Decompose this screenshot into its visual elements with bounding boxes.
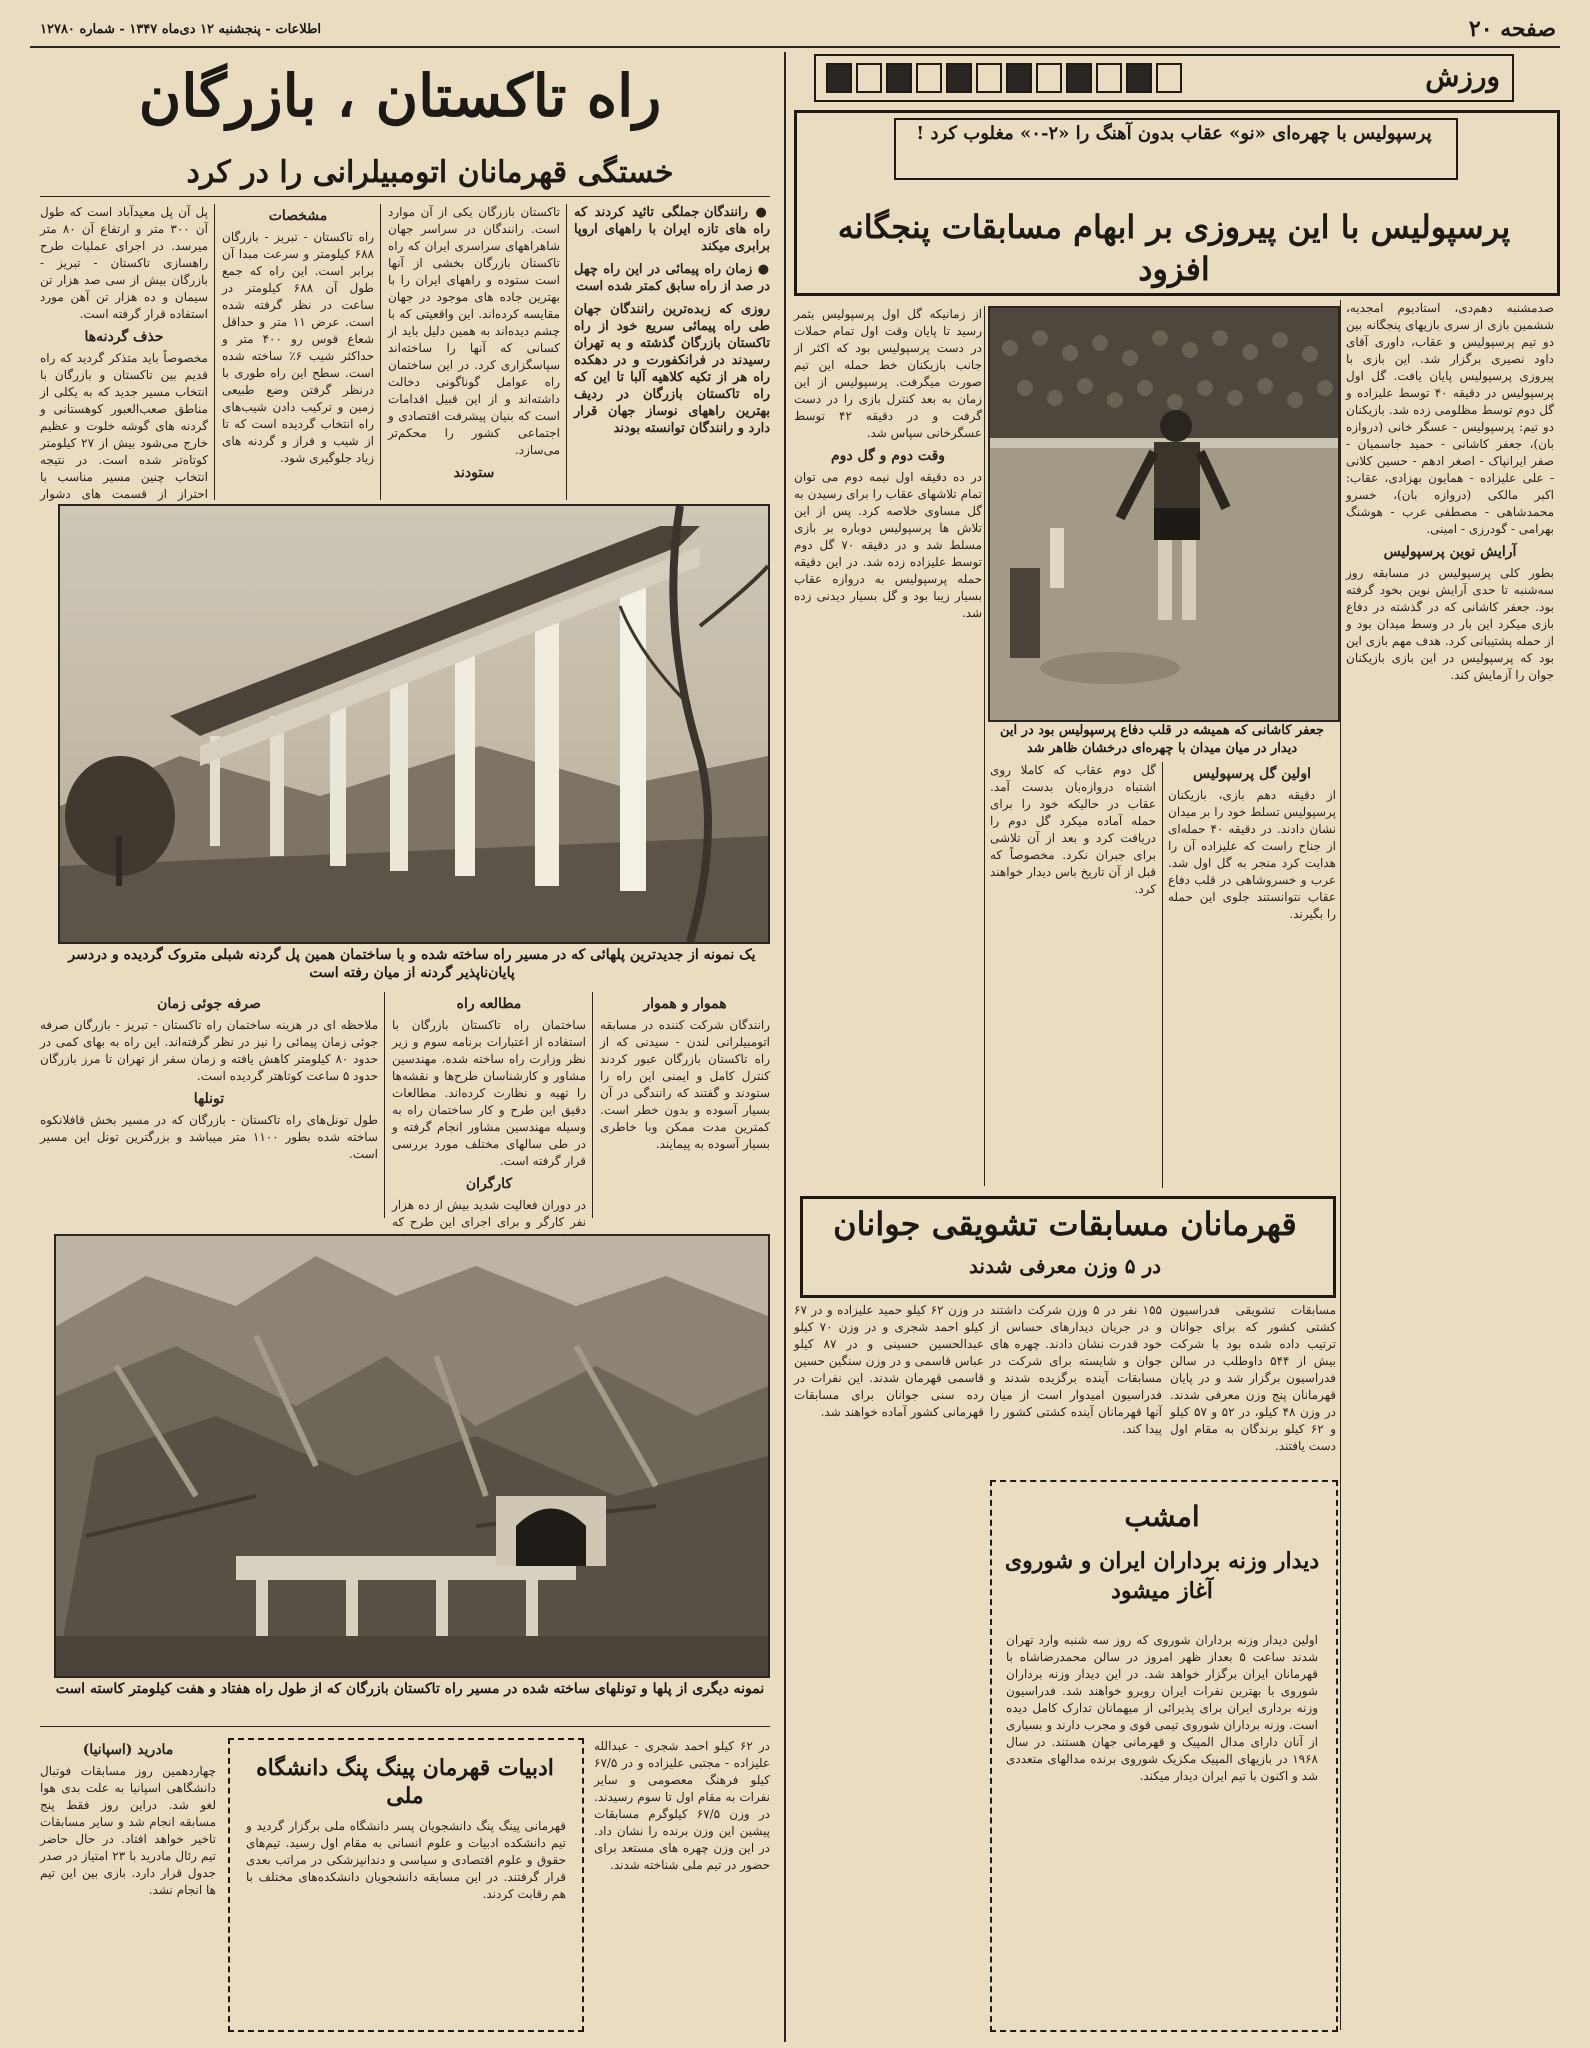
left-col-rule-2 xyxy=(380,204,381,500)
boxing-icon xyxy=(946,63,972,93)
mid-column-1 xyxy=(600,992,770,1222)
right-col-rule-1 xyxy=(1340,300,1341,2030)
sport-icons-strip xyxy=(826,63,1182,93)
youth-column-3 xyxy=(794,1302,984,2032)
pingpong-body: قهرمانی پینگ پنگ دانشجویان پسر دانشگاه ملی برگزار گردید و تیم دانشکده ادبیات و علوم انسانی به مقام اول رسید. تیم‌های حقوق و علوم اقتصادی و سیاسی و دندانپزشکی در مراتب بعدی قرار گرفتند. در این مسابقه دانشجویان دانشکده‌های مختلف با هم رقابت کردند. xyxy=(246,1819,566,1901)
mid-col1-head2: کارگران xyxy=(465,1176,513,1192)
bullet-2: زمان راه پیمائی در این راه چهل در صد از راه سابق کمتر شده است xyxy=(574,262,770,294)
madrid-text: چهاردهمین روز مسابقات فوتبال دانشگاهی اسپانیا به علت بدی هوا لغو شد. دراین روز فقط پنج مسابقه انجام شد و سایر مسابقات تاخیر خواهد افتاد. در حال حاضر تیم رئال مادرید با ۲۳ امتیاز در صدر جدول قرار دارد. بازی بین این تیم ها انجام نشد. xyxy=(40,1764,216,1897)
col3-head: حذف گردنه‌ها xyxy=(84,329,164,345)
tunnel-photo xyxy=(54,1234,770,1678)
youth-text-2: ۱۵۵ نفر در ۵ وزن شرکت داشتند و در جریان دیدارهای حساس از خود قدرت نشان دادند. چهره های جوان و شایسته برای شرکت در مسابقات آینده برگزیده شدند و فدراسیون امیدوار است از میان آنها قهرمانان آینده کشتی کشور را پیدا کند. xyxy=(990,1303,1162,1436)
mid-col2-text: ملاحظه ای در هزینه ساختمان راه تاکستان - تبریز - بازرگان صرفه جوئی زمان پیمائی را نیز در نظر گرفته‌اند. این راه به بهای کمی در حدود ۸۰ کیلومتر کاهش یافته و زمان سفر از تهران تا مرز بازرگان حدود ۵ ساعت کوتاهتر گردیده است. xyxy=(40,1018,379,1083)
mid-col2-text2: طول تونل‌های راه تاکستان - بازرگان که در مسیر بخش قافلانکوه ساخته شده بطور ۱۱۰۰ متر میباشد و بزرگترین تونل این مسیر است. xyxy=(40,1113,378,1161)
page-number-label: صفحه ۲۰ xyxy=(1468,16,1556,42)
perspolis-photo xyxy=(988,306,1340,722)
cycling-icon xyxy=(1066,63,1092,93)
issue-line: اطلاعات - پنجشنبه ۱۲ دی‌ماه ۱۳۴۷ - شماره ۱۲۷۸۰ xyxy=(40,22,322,37)
tonight-body: اولین دیدار وزنه برداران شوروی که روز سه شنبه وارد تهران شدند ساعت ۵ بعداز ظهر امروز در سالن محمدرضاشاه با قهرمانان ایران برگزار خواهد شد. در این دیدار وزنه برداران شوروی با بهترین نفرات ایران روبرو خواهند شد. فدراسیون وزنه برداری ایران برای پذیرائی از میهمانان تدارک کامل دیده است. وزنه برداران شوروی تیمی قوی و مجرب دارند و بسیاری از آنان دارای مدال المپیک و قهرمانی جهان هستند. در سال ۱۹۶۸ در بازیهای المپیک مکزیک شوروی برنده مدالهای متعددی شد و اکنون با تیم ایران دیدار میکند. xyxy=(1006,1633,1318,1783)
pingpong-headline: ادبیات قهرمان پینگ پنگ دانشگاه ملی xyxy=(256,1755,554,1809)
shooting-icon xyxy=(1156,63,1182,93)
perspolis-mid-column xyxy=(794,306,982,1186)
pingpong-text xyxy=(246,1818,566,2018)
youth-text-1: مسابقات تشویقی فدراسیون کشتی کشور که برای جوانان ترتیب داده شده بود با شرکت بیش از ۵۴۴ داوطلب در سالن فدراسیون برگزار شد و در پایان قهرمانان پنج وزن معرفی شدند. در وزن ۴۸ کیلو، در ۵۲ و ۵۷ کیلو و ۶۲ کیلو برندگان به مقام اول دست یافتند. xyxy=(1170,1303,1336,1453)
volleyball-icon xyxy=(1006,63,1032,93)
youth-column-1 xyxy=(1170,1302,1336,1474)
col1-head: ستودند xyxy=(453,465,495,481)
mid-col1-head: مطالعه راه xyxy=(456,996,522,1012)
wrestling-icon xyxy=(886,63,912,93)
mid-text: از زمانیکه گل اول پرسپولیس بثمر رسید تا پایان وقت اول تمام حملات در دست پرسپولیس بود که اکثر از جانب بازیکنان خط حمله این تیم صورت میگرفت. پرسپولیس از این زمان به بعد کنترل بازی را در دست گرفت و در دقیقه ۴۲ توسط عسگرخانی سپاس شد. xyxy=(794,307,982,440)
madrid-head: مادرید (اسپانیا) xyxy=(82,1742,174,1758)
fencing-icon xyxy=(976,63,1002,93)
mid-col2-head: صرفه جوئی زمان xyxy=(157,996,261,1012)
mid-col1-text: ساختمان راه تاکستان بازرگان با استفاده از اعتبارات برنامه سوم و زیر نظر وزارت راه ساخته شده. مهندسین مشاور و کارشناسان طرح‌ها و نقشه‌ها را تهیه و نظارت کرده‌اند. مطالعات دقیق این طرح و کار ساختمان راه به وسیله مهندسین مشاور انجام گرفته و در طی سالهای مختلف مورد بررسی قرار گرفته است. xyxy=(392,1018,586,1168)
tonight-headline: دیدار وزنه برداران ایران و شوروی آغاز میشود xyxy=(1004,1548,1320,1604)
col2-head: مشخصات xyxy=(268,208,328,224)
right-col-rule-2 xyxy=(984,306,985,1186)
mid-column-3 xyxy=(40,992,378,1222)
mid-col3-head: هموار و هموار xyxy=(643,996,727,1012)
weights-text: در ۶۲ کیلو احمد شجری - عبدالله علیزاده - مجتبی علیزاده و در ۶۷/۵ کیلو فرهنگ معصومی و سایر نفرات به مقام اول تا سوم رسیدند. در وزن ۶۷/۵ کیلوگرم مسابقات پیشین این وزن برنده را نشان داد. در این وزن چهره های مستعد برای حضور در تیم ملی شناخته شدند. xyxy=(594,1739,771,1872)
mid-col-rule-1 xyxy=(592,992,593,1218)
masthead-rule xyxy=(30,46,1560,48)
right-col-rule-3 xyxy=(1162,762,1163,1188)
left-bullets-column: ● رانندگان جملگی تائید کردند که راه های تازه ایران با راههای اروپا برابری میکند ● زمان راه پیمائی در این راه چهل در صد از راه سابق کمتر شده است روزی که زبده‌ترین رانندگان جهان طی راه پیمائی سریع خود از راه تاکستان بازرگان گذشته و به تهران رسیدند در فرانکفورت و در دهکده راه هر از تکیه کلاهیه آلبا تا این که راه تاکستان بازرگان در ردیف بهترین راههای نوساز جهان قرار دارد و رانندگان توانسته بودند xyxy=(574,205,771,436)
left-story-headline: راه تاکستان ، بازرگان xyxy=(138,62,662,130)
mid-text-2: در ده دقیقه اول نیمه دوم می توان تمام تلاشهای عقاب را برای رسیدن به گل مساوی خلاصه کرد. پس از این تلاش ها پرسپولیس دوباره بر بازی مسلط شد و در دقیقه ۷۰ گل دوم توسط علیزاده زده شد. در این دقیقه حمله پرسپولیس به دروازه عقاب بسیار زیبا بود و گل بسیار دیدنی زده شد. xyxy=(794,470,983,620)
mid2-text: از دقیقه دهم بازی، بازیکنان پرسپولیس تسلط خود را بر میدان نشان دادند. در دقیقه ۴۰ حمله‌ای از جناح راست که علیزاده آن را هدایت کرد منجر به گل اول شد. عرب و خسروشاهی در قلب دفاع عقاب نتوانستند جلوی این حمله را بگیرند. xyxy=(1168,788,1336,921)
bridge-photo-caption: یک نمونه از جدیدترین پلهائی که در مسیر راه ساخته شده و با ساختمان همین پل گردنه شبلی متروک گردیده و دردسر پایان‌ناپذیر گردنه از میان رفته است xyxy=(68,947,756,981)
basketball-icon xyxy=(1036,63,1062,93)
mid-col2-head2: تونلها xyxy=(193,1091,225,1107)
center-column-rule xyxy=(784,52,786,2042)
mid-col1-text2: در دوران فعالیت شدید بیش از ده هزار نفر کارگر و برای اجرای این طرح که xyxy=(392,1198,586,1229)
weightlifting-icon xyxy=(916,63,942,93)
left-column-1 xyxy=(388,204,560,500)
bridge-photo xyxy=(58,504,770,944)
perspolis-headline: پرسپولیس با این پیروزی بر ابهام مسابقات پنجگانه افزود xyxy=(837,208,1511,288)
col3-text-2: مخصوصاً باید متذکر گردید که راه قدیم بین تاکستان و بازرگان با انتخاب مسیر جدید که به یکلی از مناطق صعب‌العبور کوهستانی و گردنه های گوشه خلوت و عظیم خارج می‌شود بیش از ۲۷ کیلومتر کوتاه‌تر شده است. در نتیجه انتخاب چنین مسیر مناسب با احتراز از قسمت های دشوار xyxy=(40,351,208,501)
far-right-text: صدمشنبه دهم‌دی، استادیوم امجدیه، ششمین بازی از سری بازیهای پنجگانه بین دو تیم پرسپولیس و عقاب، داوری آقای داود نصیری برگزار شد. این بازی با پیروزی پرسپولیس پایان یافت. گل اول پرسپولیس در دقیقه ۴۰ توسط علیزاده و گل دوم توسط مظلومی زده شد. بازیکنان دو تیم: پرسپولیس - عسگر خانی (دروازه بان)، جعفر کاشانی - حمید جاسمیان - صفر ایرانپاک - اصغر ادهم - حسین کلانی - علی علیزاده - همایون بهزادی، عقاب: اکبر مالکی (دروازه بان)، خسرو محمدشاهی - مصطفی عرب - هوشنگ بهرامی - گودرزی - امینی. xyxy=(1346,301,1554,536)
col2-text: راه تاکستان - تبریز - بازرگان ۶۸۸ کیلومتر و سرعت مبدا آن برابر است. این راه که جمع طول آن ۶۸۸ کیلومتر در ساعت در نظر گرفته شده است. عرض ۱۱ متر و حداقل شعاع قوس رو ۴۰۰ متر و حداکثر شیب ۶٪ ساخته شده است. سطح این راه طوری با درنظر گرفتن وضع طبیعی زمین و ترکیب دادن شیب‌های راه انتخاب گردیده است که تا از شیب و فراز و گردنه های زیاد جلوگیری شود. xyxy=(222,230,374,465)
bottom-left-rule xyxy=(40,1726,770,1727)
madrid-column xyxy=(40,1738,216,2032)
mid2-head: اولین گل پرسپولیس xyxy=(1193,766,1311,782)
youth-text-3: در وزن ۶۲ کیلو حمید علیزاده و در ۶۷ کیلو احمد شجری و در وزن ۷۰ کیلو عبدالحسین حسینی و در ۸۷ کیلو عباس قاسمی و در وزن سنگین حسین قاسمی قهرمان شدند. این نفرات در رده سنی جوانان برای مسابقات قهرمانی کشور آماده خواهند شد. xyxy=(794,1303,985,1419)
bridge-illustration xyxy=(60,506,768,942)
col1-text: تاکستان بازرگان یکی از آن موارد است. رانندگان در سراسر جهان شاهراههای سراسری ایران که راه تاکستان بازرگان بخشی از آنها است ستوده و راههای ایران را با بهترین جاده های موجود در جهان مقایسه کرده‌اند. این واقعیتی که با چشم دیده‌اند به همین دلیل باید از کسانی که آنها را ساخته‌اند سپاسگزاری کرد. در این ساختمان راه عوامل گوناگونی دخالت داشته‌اند و از این قبیل اقدامات است که بنیان پیشرفت اقتصادی و اجتماعی کشور را محکم‌تر می‌سازد. xyxy=(388,205,560,457)
rowing-icon xyxy=(1096,63,1122,93)
left-col-rule-3 xyxy=(214,204,215,500)
tennis-icon xyxy=(1126,63,1152,93)
left-col-rule-1 xyxy=(566,204,567,500)
swimmer-icon xyxy=(856,63,882,93)
bold-paragraph: روزی که زبده‌ترین رانندگان جهان طی راه پیمائی سریع خود از راه تاکستان بازرگان گذشته و به تهران رسیدند در فرانکفورت و در دهکده راه هر از تکیه کلاهیه آلبا تا این که راه تاکستان بازرگان در ردیف بهترین راههای نوساز جهان قرار دارد و رانندگان توانسته بودند xyxy=(574,302,770,436)
left-story-subheadline: خستگی قهرمانان اتومبیلرانی را در کرد xyxy=(186,155,674,190)
football-icon xyxy=(826,63,852,93)
far-right-text-2: بطور کلی پرسپولیس در مسابقه روز سه‌شنبه تا حدی آرایش نوین بخود گرفته بود. جعفر کاشانی که در گذشته در دفاع بازی میکرد این بار در وسط میدان بود و از حمله پشتیبانی کرد. هدف مهم بازی این بود که پرسپولیس در این بازی بازیکنان جوان را آزمایش کند. xyxy=(1346,566,1554,682)
perspolis-far-right-column xyxy=(1346,300,1554,2030)
col3-text: پل آن پل معیدآباد است که طول آن ۳۰۰ متر و ارتفاع آن ۸۰ متر میرسد. در اجرای عملیات طرح راهسازی تاکستان - تبریز - بازرگان بیش از سی صد هزار تن سیمان و ده هزار تن آهن مورد استفاده قرار گرفته است. xyxy=(40,205,209,321)
youth-subheadline: در ۵ وزن معرفی شدند xyxy=(968,1254,1162,1278)
tonight-text xyxy=(1006,1632,1318,2016)
mid-col-rule-2 xyxy=(384,992,385,1218)
tunnel-photo-caption: نمونه دیگری از پلها و تونلهای ساخته شده در مسیر راه تاکستان بازرگان که از طول راه هفتاد و هفت کیلومتر کاسته است xyxy=(55,1681,765,1697)
mid-head: وقت دوم و گل دوم xyxy=(830,448,946,464)
mid-col3-text: رانندگان شرکت کننده در مسابقه اتومبیلرانی لندن - سیدنی که از راه تاکستان بازرگان عبور کردند کنترل کامل و ایمنی این راه را ستودند و گفتند که رانندگی در آن بسیار آسوده و بدون خطر است. کمترین مدت ممکن وبا خاطری بسیار آسوده به پیمایند. xyxy=(600,1018,770,1151)
youth-column-2 xyxy=(990,1302,1162,1474)
perspolis-photo-caption: جعفر کاشانی که همیشه در قلب دفاع پرسپولیس بود در این دیدار در میان میدان با چهره‌ای درخشان ظاهر شد xyxy=(1000,723,1324,756)
left-column-2 xyxy=(222,204,374,500)
tunnel-illustration xyxy=(56,1236,768,1676)
footballer-illustration xyxy=(990,308,1338,720)
perspolis-under-photo-column-2 xyxy=(990,762,1156,1188)
youth-headline: قهرمانان مسابقات تشویقی جوانان xyxy=(833,1205,1297,1243)
perspolis-under-photo-column-1 xyxy=(1168,762,1336,1188)
sports-section-title: ورزش xyxy=(1425,60,1500,93)
left-column-3 xyxy=(40,204,208,500)
perspolis-kicker: پرسپولیس با چهره‌ای «نو» عقاب بدون آهنگ را «۲-۰» مغلوب کرد ! xyxy=(916,123,1432,144)
mid2-text-2: گل دوم عقاب که کاملا روی اشتباه دروازه‌بان بدست آمد. عقاب در حالیکه خود را برای حمله آماده میکرد گل دوم را دریافت کرد و بعد از آن تلاشی برای جبران نکرد. مخصوصاً که قبل از آن تاریخ باس دیدار خواهند کرد. xyxy=(990,763,1156,896)
left-subhead-rule xyxy=(40,196,770,197)
tonight-kicker: امشب xyxy=(1124,1500,1200,1533)
weights-column xyxy=(594,1738,770,2032)
far-right-head: آرایش نوین پرسپولیس xyxy=(1383,544,1517,560)
mid-column-2 xyxy=(392,992,586,1229)
bullet-1: رانندگان جملگی تائید کردند که راه های تازه ایران با راههای اروپا برابری میکند xyxy=(574,205,770,254)
